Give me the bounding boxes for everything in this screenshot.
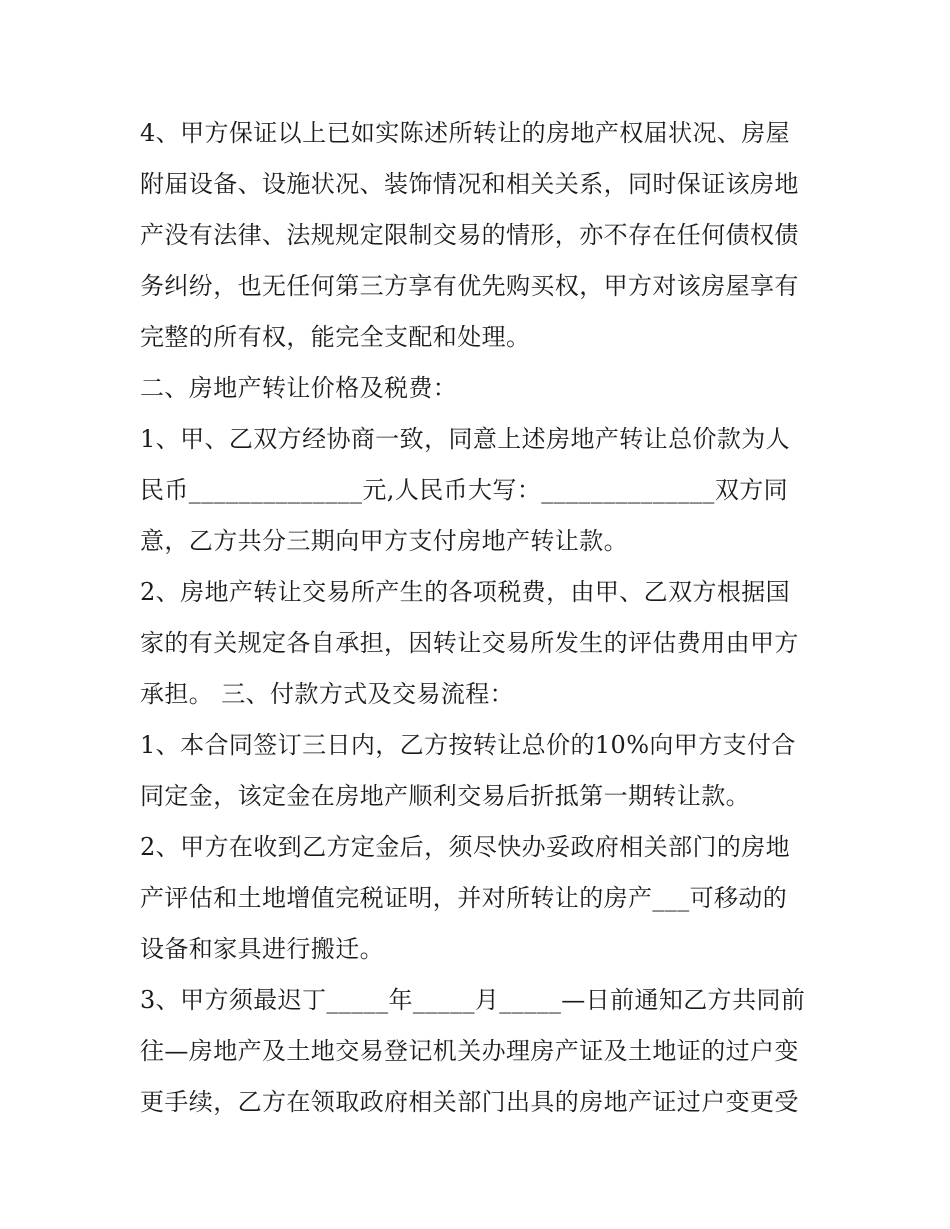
text-line: 承担。 三、付款方式及交易流程： bbox=[140, 680, 515, 708]
text-line: 往—房地产及土地交易登记机关办理房产证及土地证的过户变 bbox=[140, 1037, 799, 1065]
text-line: 2、甲方在收到乙方定金后，须尽快办妥政府相关部门的房地 bbox=[140, 833, 791, 861]
text-line: 附届设备、设施状况、装饰情况和相关关系，同时保证该房地 bbox=[140, 170, 799, 198]
text-line: 4、甲方保证以上已如实陈述所转让的房地产权届状况、房屋 bbox=[140, 119, 791, 147]
text-line: 民币______________元,人民币大写：______________双方同 bbox=[140, 476, 789, 504]
text-line: 1、甲、乙双方经协商一致，同意上述房地产转让总价款为人 bbox=[140, 425, 791, 453]
text-line: 意，乙方共分三期向甲方支付房地产转让款。 bbox=[140, 527, 628, 555]
text-line: 产评估和土地增值完税证明，并对所转让的房产___可移动的 bbox=[140, 884, 788, 912]
text-line: 更手续，乙方在领取政府相关部门出具的房地产证过户变更受 bbox=[140, 1088, 799, 1116]
text-line: 2、房地产转让交易所产生的各项税费，由甲、乙双方根据国 bbox=[140, 578, 791, 606]
text-line: 1、本合同签订三日内，乙方按转让总价的10%向甲方支付合 bbox=[140, 731, 796, 759]
text-line: 完整的所有权，能完全支配和处理。 bbox=[140, 323, 531, 351]
text-line: 家的有关规定各自承担，因转让交易所发生的评估费用由甲方 bbox=[140, 629, 799, 657]
text-line: 产没有法律、法规规定限制交易的情形，亦不存在任何债权债 bbox=[140, 221, 799, 249]
text-line: 同定金，该定金在房地产顺利交易后折抵第一期转让款。 bbox=[140, 782, 750, 810]
section-heading: 二、房地产转让价格及税费： bbox=[140, 374, 458, 402]
text-line: 务纠纷，也无任何第三方享有优先购买权，甲方对该房屋享有 bbox=[140, 272, 799, 300]
text-line: 3、甲方须最迟丁_____年_____月_____—日前通知乙方共同前 bbox=[140, 986, 806, 1014]
contract-body bbox=[140, 108, 830, 1128]
text-line: 设备和家具进行搬迁。 bbox=[140, 935, 384, 963]
